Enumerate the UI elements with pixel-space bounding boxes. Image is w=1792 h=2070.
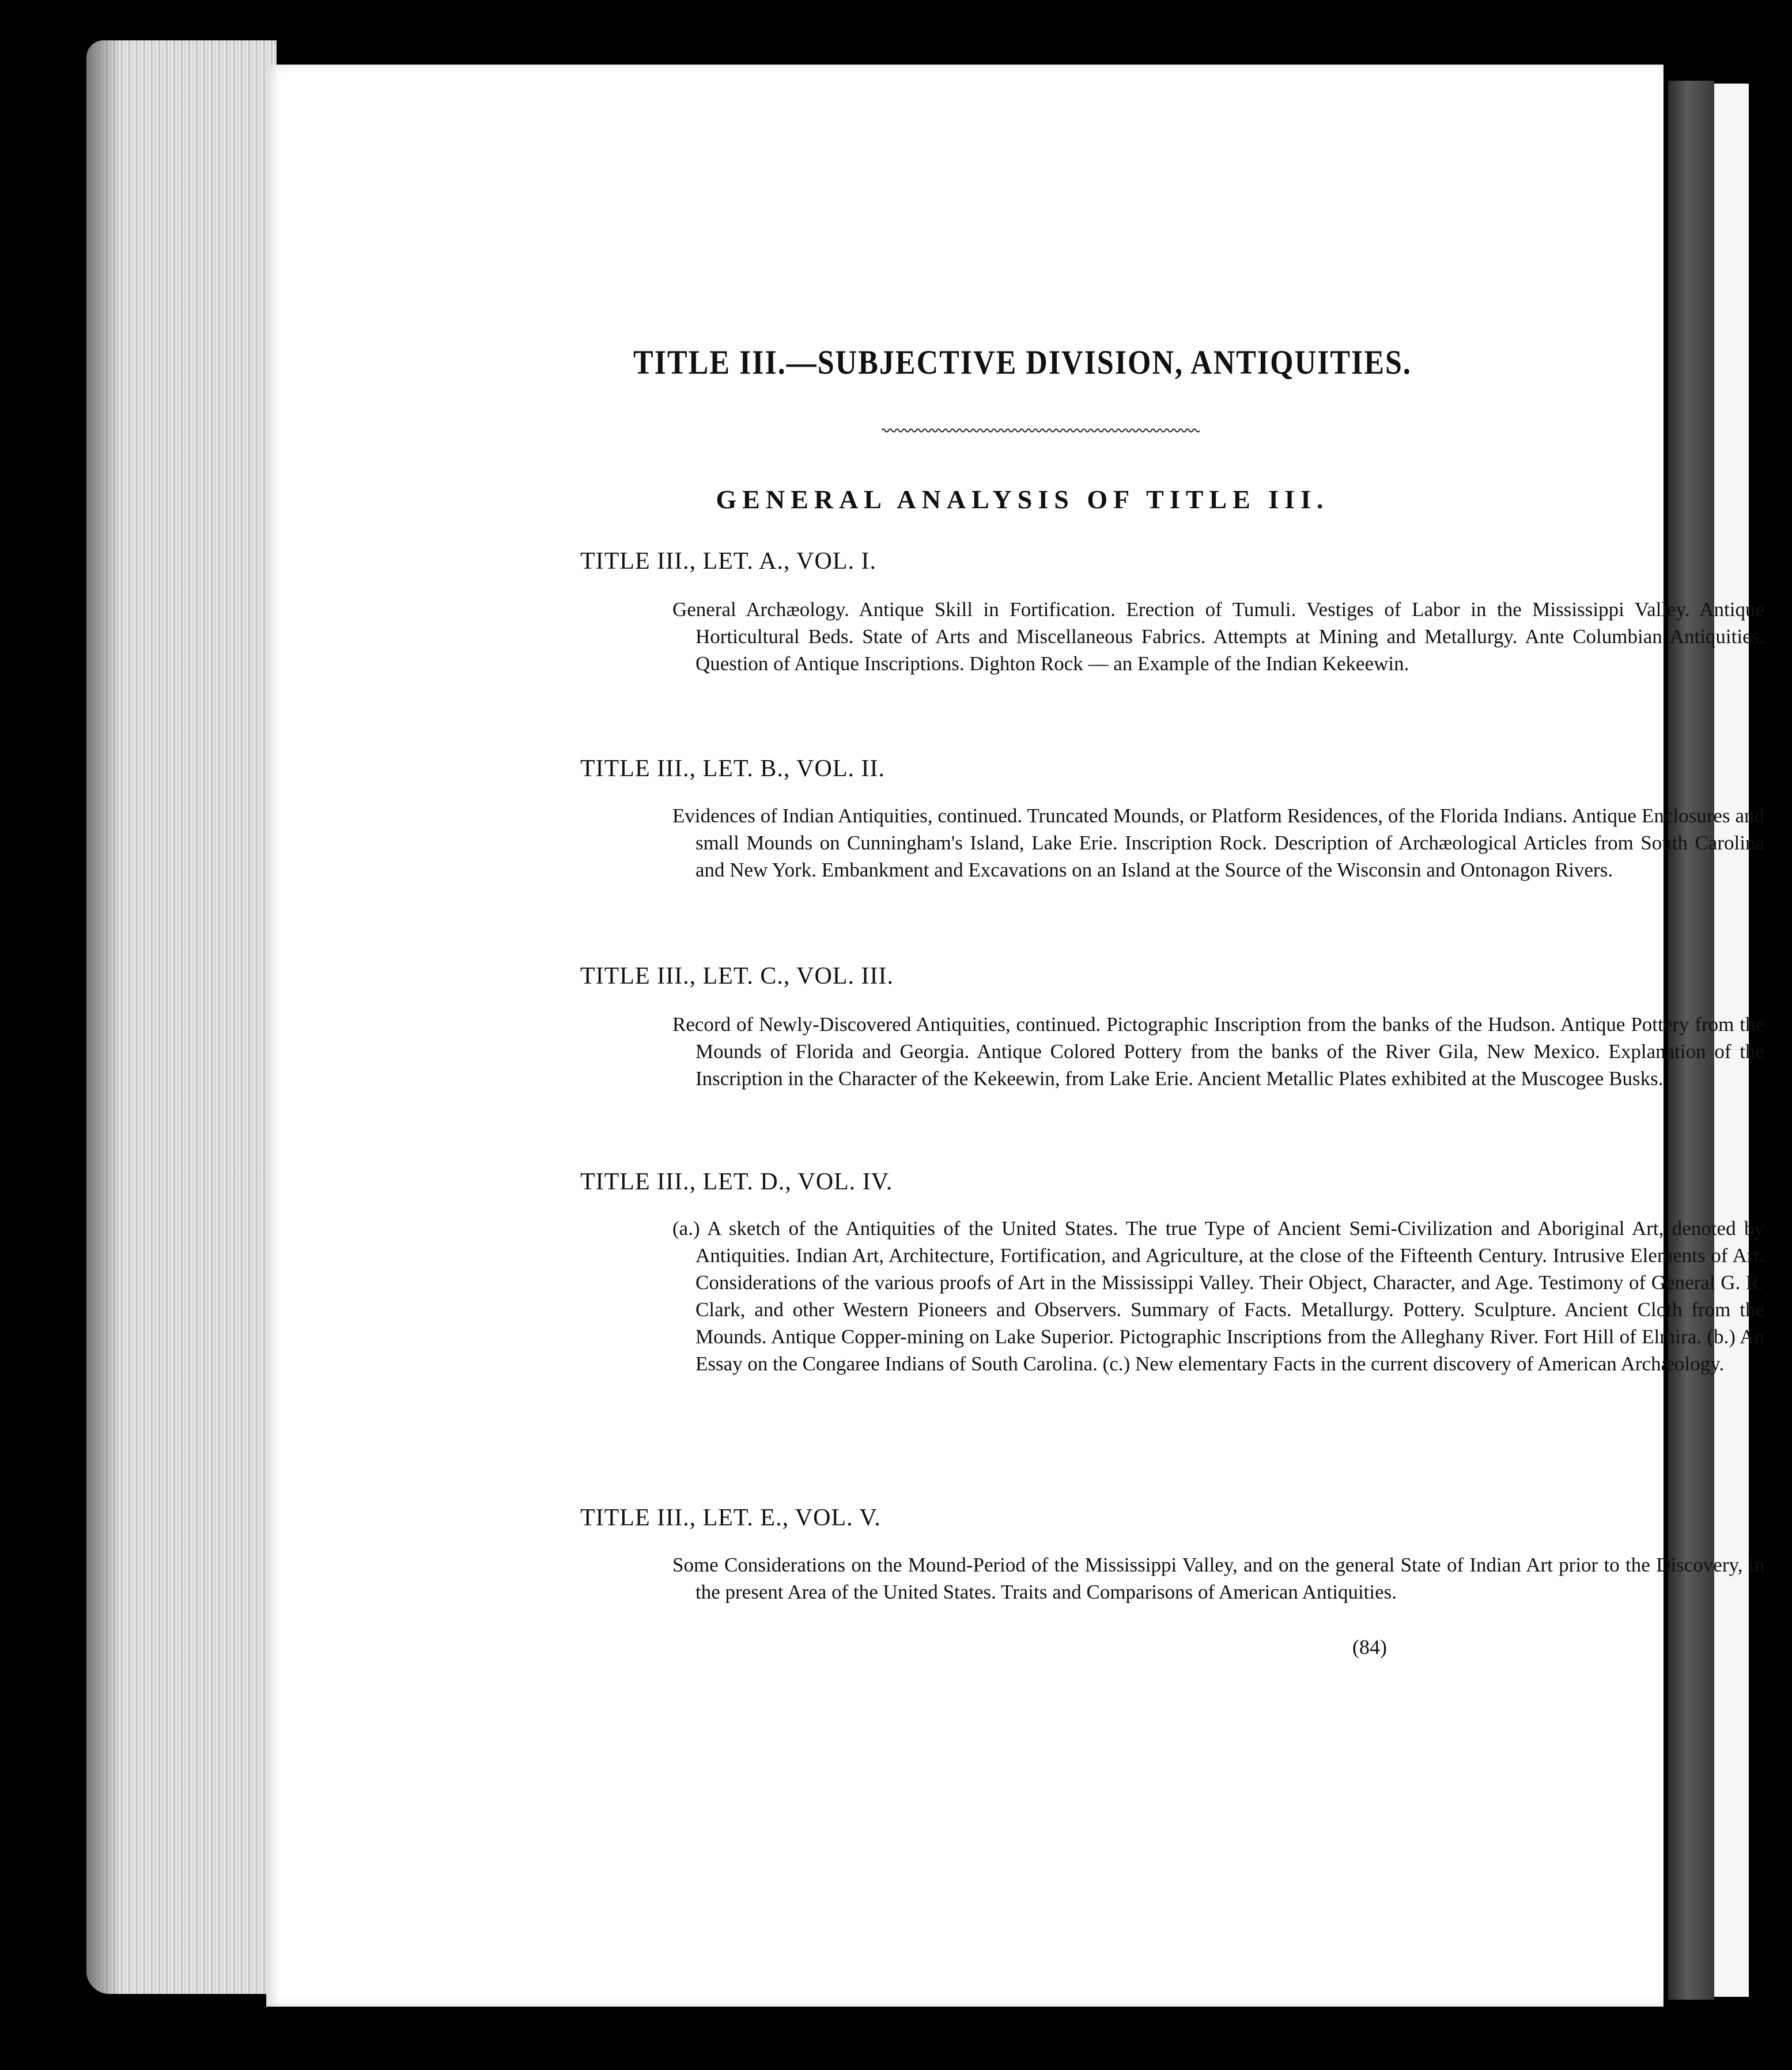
section-body-a: General Archæology. Antique Skill in Fortification. Erection of Tumuli. Vestiges of Labor in the Mississippi Valley. Antique Horticultural Beds. State of Arts and Miscellaneous Fabrics. Attempts at Mining and Metallurgy. Ante Columbian Antiquities. Question of Antique Inscriptions. Dighton Rock — an Example of the Indian Kekeewin. [672, 598, 1764, 675]
section-heading-a: TITLE III., LET. A., VOL. I. [580, 548, 876, 575]
section-body-c: Record of Newly-Discovered Antiquities, continued. Pictographic Inscription from the banks of the Hudson. Antique Pottery from the Mounds of Florida and Georgia. Antique Colored Pottery from the banks of the River Gila, New Mexico. Explanation of the Inscription in the Character of the Kekeewin, from Lake Erie. Ancient Metallic Plates exhibited at the Muscogee Busks. [672, 1013, 1764, 1090]
analysis-title: GENERAL ANALYSIS OF TITLE III. [716, 485, 1329, 514]
section-heading-d: TITLE III., LET. D., VOL. IV. [580, 1169, 893, 1195]
page-number: (84) [1352, 1635, 1387, 1659]
section-body-e: Some Considerations on the Mound-Period of the Mississippi Valley, and on the general State of Indian Art prior to the Discovery, in the present Area of the United States. Traits and Comparisons of American Antiquities. [672, 1554, 1764, 1603]
book-page [266, 65, 1764, 2007]
book-edge-shadow [86, 40, 121, 1994]
main-title: TITLE III.—SUBJECTIVE DIVISION, ANTIQUITIES. [633, 343, 1412, 382]
section-heading-e: TITLE III., LET. E., VOL. V. [580, 1505, 881, 1531]
section-body-d: (a.) A sketch of the Antiquities of the United States. The true Type of Ancient Semi-Civilization and Aboriginal Art, denoted by Antiquities. Indian Art, Architecture, Fortification, and Agriculture, at the close of the Fifteenth Century. Intrusive Elements of Art. Considerations of the various proofs of Art in the Mississippi Valley. Their Object, Character, and Age. Testimony of General G. R. Clark, and other Western Pioneers and Observers. Summary of Facts. Metallurgy. Pottery. Sculpture. Ancient Cloth from the Mounds. Antique Copper-mining on Lake Superior. Pictographic Inscriptions from the Alleghany River. Fort Hill of Elmira. (b.) An Essay on the Congaree Indians of South Carolina. (c.) New elementary Facts in the current discovery of American Archæology. [672, 1217, 1764, 1375]
section-heading-b: TITLE III., LET. B., VOL. II. [580, 756, 885, 782]
section-heading-c: TITLE III., LET. C., VOL. III. [580, 963, 894, 989]
section-body-b: Evidences of Indian Antiquities, continued. Truncated Mounds, or Platform Residences, of the Florida Indians. Antique Enclosures and small Mounds on Cunningham's Island, Lake Erie. Inscription Rock. Description of Archæological Articles from South Carolina and New York. Embankment and Excavations on an Island at the Source of the Wisconsin and Ontonagon Rivers. [672, 804, 1764, 881]
wavy-rule-ornament [882, 426, 1200, 435]
